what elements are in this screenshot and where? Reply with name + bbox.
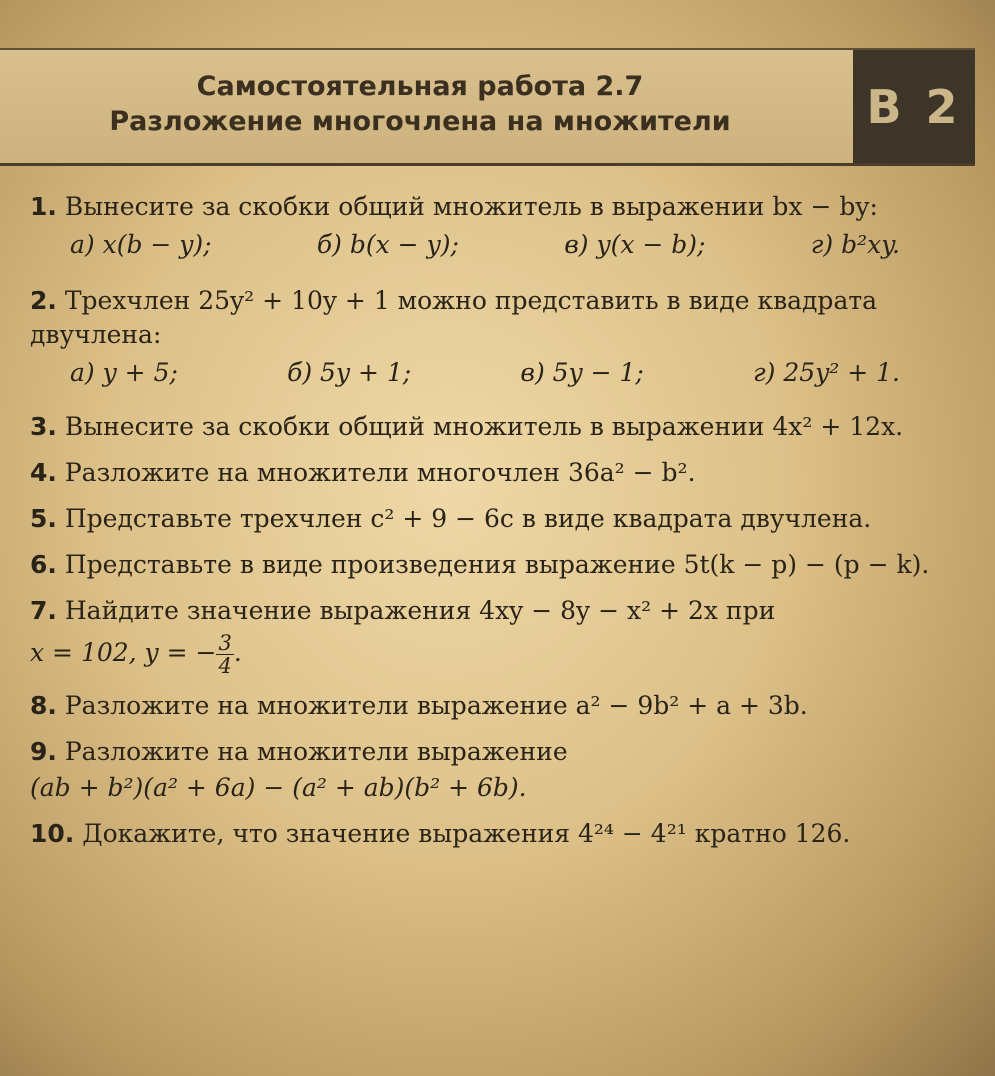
task-2 bbox=[30, 284, 960, 390]
task-3 bbox=[30, 410, 960, 444]
task-8 bbox=[30, 689, 960, 723]
fraction bbox=[216, 632, 233, 677]
worksheet-subtitle: Разложение многочлена на множители bbox=[109, 106, 731, 137]
task-number: 5. bbox=[30, 504, 57, 533]
header-titles bbox=[0, 70, 840, 140]
task-expression: (ab + b²)(a² + 6a) − (a² + ab)(b² + 6b). bbox=[30, 773, 527, 802]
task-number: 6. bbox=[30, 550, 57, 579]
task-number: 1. bbox=[30, 192, 57, 221]
task-4 bbox=[30, 456, 960, 490]
task-text: Найдите значение выражения 4xy − 8y − x² + 2x при bbox=[64, 596, 776, 625]
fraction-numerator: 3 bbox=[218, 631, 232, 655]
task-9 bbox=[30, 735, 960, 805]
task-10 bbox=[30, 817, 960, 851]
task-number: 10. bbox=[30, 819, 75, 848]
task-text: Докажите, что значение выражения 4²⁴ − 4²¹ кратно 126. bbox=[82, 819, 851, 848]
task-text: Трехчлен 25y² + 10y + 1 можно представить в виде квадрата двучлена: bbox=[30, 286, 878, 349]
task-condition bbox=[30, 632, 960, 677]
task-text: Представьте в виде произведения выражение 5t(k − p) − (p − k). bbox=[64, 550, 930, 579]
task-number: 4. bbox=[30, 458, 57, 487]
answer-options bbox=[30, 228, 960, 262]
task-text: Разложите на множители выражение a² − 9b² + a + 3b. bbox=[64, 691, 808, 720]
option-b: б) 5y + 1; bbox=[287, 358, 412, 387]
worksheet-title: Самостоятельная работа 2.7 bbox=[196, 71, 644, 102]
task-1 bbox=[30, 190, 960, 262]
task-text: Разложите на множители многочлен 36a² − b². bbox=[64, 458, 696, 487]
option-c: в) 5y − 1; bbox=[520, 358, 644, 387]
task-number: 3. bbox=[30, 412, 57, 441]
task-6 bbox=[30, 548, 960, 582]
condition-suffix: . bbox=[233, 638, 242, 667]
variant-badge: В 2 bbox=[853, 50, 975, 163]
task-5 bbox=[30, 502, 960, 536]
task-list bbox=[30, 190, 960, 863]
task-number: 9. bbox=[30, 737, 57, 766]
task-7 bbox=[30, 594, 960, 677]
option-d: г) b²xy. bbox=[810, 230, 900, 259]
answer-options bbox=[30, 356, 960, 390]
task-text: Разложите на множители выражение bbox=[64, 737, 568, 766]
option-b: б) b(x − y); bbox=[316, 230, 459, 259]
option-a: а) x(b − y); bbox=[70, 230, 212, 259]
option-d: г) 25y² + 1. bbox=[753, 358, 900, 387]
task-text: Представьте трехчлен c² + 9 − 6c в виде квадрата двучлена. bbox=[64, 504, 872, 533]
task-number: 8. bbox=[30, 691, 57, 720]
task-text: Вынесите за скобки общий множитель в выражении 4x² + 12x. bbox=[64, 412, 904, 441]
condition-prefix: x = 102, y = − bbox=[30, 638, 217, 667]
option-c: в) y(x − b); bbox=[564, 230, 706, 259]
task-text: Вынесите за скобки общий множитель в выражении bx − by: bbox=[64, 192, 878, 221]
task-number: 2. bbox=[30, 286, 57, 315]
option-a: а) y + 5; bbox=[70, 358, 178, 387]
header-banner bbox=[0, 48, 975, 166]
fraction-denominator: 4 bbox=[218, 654, 232, 678]
task-number: 7. bbox=[30, 596, 57, 625]
